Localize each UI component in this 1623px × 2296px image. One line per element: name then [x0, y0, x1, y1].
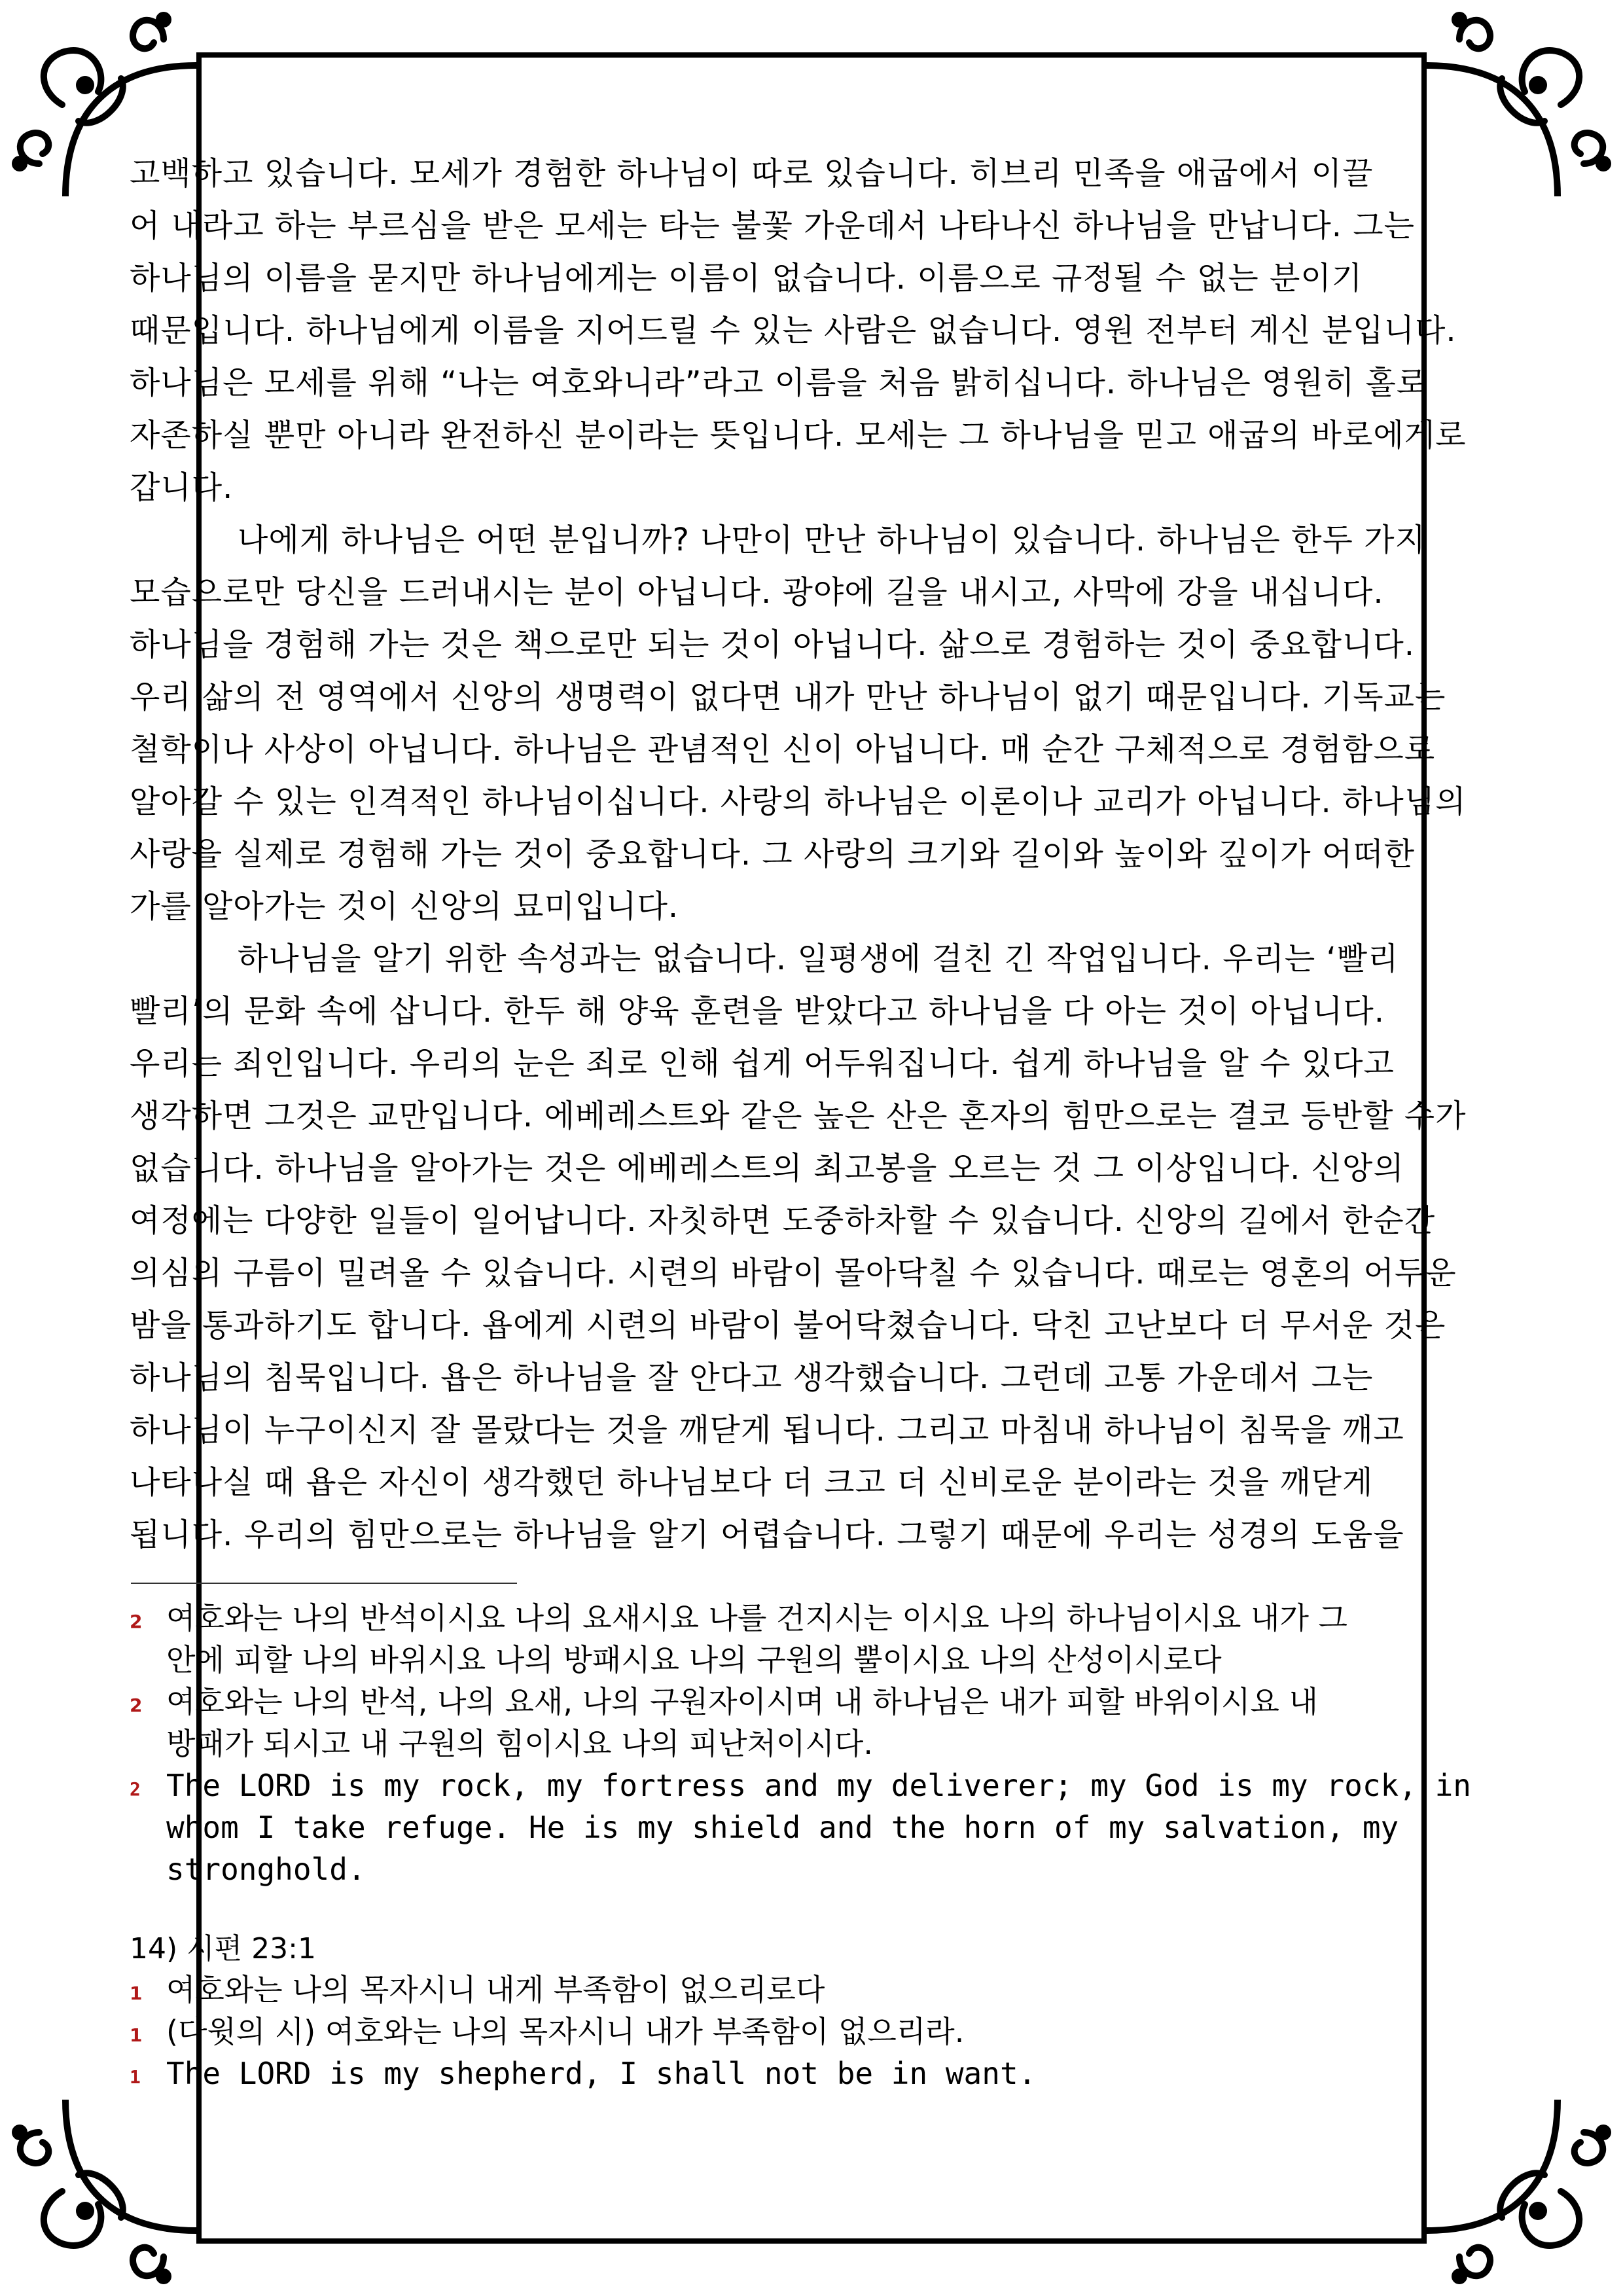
text-line: 나타나실 때 욥은 자신이 생각했던 하나님보다 더 크고 더 신비로운 분이라는 것을 깨닫게 — [130, 1464, 1374, 1501]
footnote-item — [130, 1681, 1484, 1765]
footnote-item — [130, 1969, 1484, 2011]
text-line: 나에게 하나님은 어떤 분입니까? 나만이 만난 하나님이 있습니다. 하나님은 한두 가지 — [238, 522, 1426, 558]
footnote-item — [130, 1765, 1484, 1890]
footnote-line: 안에 피할 나의 바위시요 나의 방패시요 나의 구원의 뿔이시요 나의 산성이시로다 — [166, 1642, 1222, 1677]
text-line: 하나님을 알기 위한 속성과는 없습니다. 일평생에 걸친 긴 작업입니다. 우리는 ‘빨리 — [238, 941, 1399, 977]
text-line: 의심의 구름이 밀려올 수 있습니다. 시련의 바람이 몰아닥칠 수 있습니다. 때로는 영혼의 어두운 — [130, 1255, 1457, 1291]
footnote-line: whom I take refuge. He is my shield and the horn of my salvation, my — [166, 1810, 1399, 1845]
text-line: 모습으로만 당신을 드러내시는 분이 아닙니다. 광야에 길을 내시고, 사막에 강을 내십니다. — [130, 574, 1384, 611]
text-line: 됩니다. 우리의 힘만으로는 하나님을 알기 어렵습니다. 그렇기 때문에 우리는 성경의 도움을 — [130, 1516, 1404, 1553]
footnote-line: (다윗의 시) 여호와는 나의 목자시니 내가 부족함이 없으리라. — [166, 2014, 965, 2049]
text-line: 우리 삶의 전 영역에서 신앙의 생명력이 없다면 내가 만난 하나님이 없기 때문입니다. 기독교는 — [130, 679, 1446, 715]
footnote-line: The LORD is my rock, my fortress and my deliverer; my God is my rock, in — [166, 1768, 1471, 1803]
text-line: 사랑을 실제로 경험해 가는 것이 중요합니다. 그 사랑의 크기와 길이와 높이와 깊이가 어떠한 — [130, 836, 1415, 872]
footnotes — [130, 1597, 1484, 2094]
text-line: 때문입니다. 하나님에게 이름을 지어드릴 수 있는 사람은 없습니다. 영원 전부터 계신 분입니다. — [130, 312, 1457, 349]
footnote-number: 2 — [130, 1778, 141, 1800]
footnote-heading: 14) 시편 23:1 — [130, 1932, 316, 1965]
footnote-line: stronghold. — [166, 1852, 366, 1887]
footnote-line: 여호와는 나의 목자시니 내게 부족함이 없으리로다 — [166, 1972, 825, 2007]
text-line: 하나님의 침묵입니다. 욥은 하나님을 잘 안다고 생각했습니다. 그런데 고통 가운데서 그는 — [130, 1359, 1374, 1396]
footnote-number: 1 — [130, 1982, 143, 2004]
text-line: 어 내라고 하는 부르심을 받은 모세는 타는 불꽃 가운데서 나타나신 하나님을 만납니다. 그는 — [130, 207, 1415, 244]
text-line: 고백하고 있습니다. 모세가 경험한 하나님이 따로 있습니다. 히브리 민족을 애굽에서 이끌 — [130, 155, 1374, 192]
footnote-number: 1 — [130, 2024, 143, 2046]
footnote-line: 여호와는 나의 반석, 나의 요새, 나의 구원자이시며 내 하나님은 내가 피할 바위이시요 내 — [166, 1684, 1318, 1719]
text-line: 생각하면 그것은 교만입니다. 에베레스트와 같은 높은 산은 혼자의 힘만으로는 결코 등반할 수가 — [130, 1098, 1467, 1134]
footnote-item — [130, 1597, 1484, 1681]
text-line: 갑니다. — [130, 469, 234, 506]
footnote-separator — [131, 1583, 517, 1584]
paragraph-3 — [130, 933, 1484, 1561]
text-line: 철학이나 사상이 아닙니다. 하나님은 관념적인 신이 아닙니다. 매 순간 구체적으로 경험함으로 — [130, 731, 1436, 768]
text-line: 가를 알아가는 것이 신앙의 묘미입니다. — [130, 888, 679, 925]
text-line: 알아갈 수 있는 인격적인 하나님이십니다. 사랑의 하나님은 이론이나 교리가 아닙니다. 하나님의 — [130, 783, 1467, 820]
scroll-ornament-icon — [0, 2100, 196, 2296]
text-line: 여정에는 다양한 일들이 일어납니다. 자칫하면 도중하차할 수 있습니다. 신앙의 길에서 한순간 — [130, 1202, 1436, 1239]
text-line: 빨리’의 문화 속에 삽니다. 한두 해 양육 훈련을 받았다고 하나님을 다 아는 것이 아닙니다. — [130, 993, 1385, 1030]
corner-ornament-bottom-right — [1427, 2100, 1623, 2296]
footnote-number: 2 — [130, 1611, 143, 1632]
footnote-line: The LORD is my shepherd, I shall not be in want. — [166, 2056, 1037, 2091]
corner-ornament-bottom-left — [0, 2100, 196, 2296]
footnote-number: 1 — [130, 2066, 141, 2088]
footnote-number: 2 — [130, 1695, 143, 1716]
paragraph-1 — [130, 147, 1484, 514]
text-line: 자존하실 뿐만 아니라 완전하신 분이라는 뜻입니다. 모세는 그 하나님을 믿고 애굽의 바로에게로 — [130, 417, 1467, 454]
paragraph-2 — [130, 514, 1484, 933]
footnote-line: 여호와는 나의 반석이시요 나의 요새시요 나를 건지시는 이시요 나의 하나님이시요 내가 그 — [166, 1600, 1347, 1636]
footnote-item — [130, 2011, 1484, 2053]
text-line: 하나님이 누구이신지 잘 몰랐다는 것을 깨닫게 됩니다. 그리고 마침내 하나님이 침묵을 깨고 — [130, 1412, 1404, 1448]
body-text — [130, 147, 1484, 1561]
footnote-line: 방패가 되시고 내 구원의 힘이시요 나의 피난처이시다. — [166, 1726, 873, 1761]
text-line: 하나님의 이름을 묻지만 하나님에게는 이름이 없습니다. 이름으로 규정될 수 없는 분이기 — [130, 260, 1363, 296]
text-line: 하나님을 경험해 가는 것은 책으로만 되는 것이 아닙니다. 삶으로 경험하는 것이 중요합니다. — [130, 626, 1415, 663]
scroll-ornament-icon — [1427, 2100, 1623, 2296]
text-line: 없습니다. 하나님을 알아가는 것은 에베레스트의 최고봉을 오르는 것 그 이상입니다. 신앙의 — [130, 1150, 1404, 1187]
text-line: 하나님은 모세를 위해 “나는 여호와니라”라고 이름을 처음 밝히십니다. 하나님은 영원히 홀로 — [130, 365, 1428, 401]
text-line: 밤을 통과하기도 합니다. 욥에게 시련의 바람이 불어닥쳤습니다. 닥친 고난보다 더 무서운 것은 — [130, 1307, 1446, 1344]
text-line: 우리는 죄인입니다. 우리의 눈은 죄로 인해 쉽게 어두워집니다. 쉽게 하나님을 알 수 있다고 — [130, 1045, 1395, 1082]
footnote-item — [130, 2053, 1484, 2094]
